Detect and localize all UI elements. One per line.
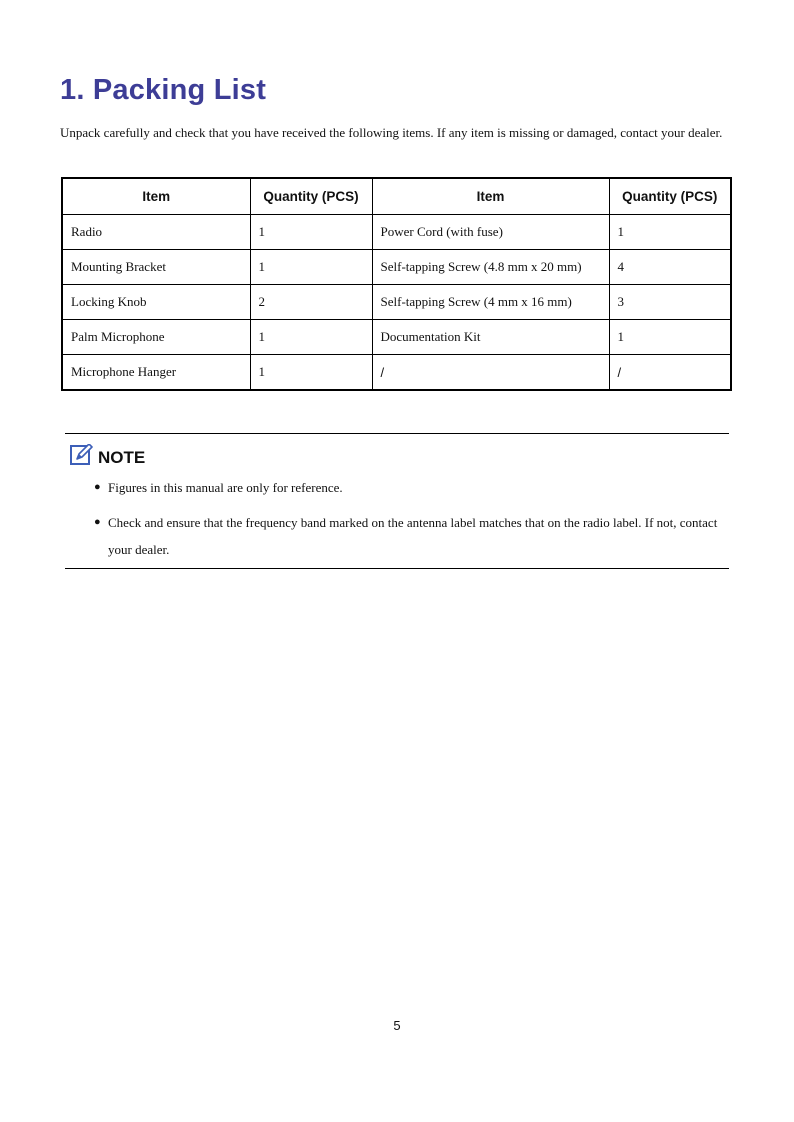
note-bullet-item	[94, 474, 734, 501]
quantity-cell: 1	[609, 320, 731, 355]
page-number: 5	[393, 1018, 401, 1033]
note-bullet-text: Figures in this manual are only for reference.	[108, 480, 343, 495]
table-row	[62, 355, 731, 391]
item-cell: Mounting Bracket	[62, 250, 250, 285]
note-pencil-icon	[70, 444, 94, 466]
intro-paragraph: Unpack carefully and check that you have received the following items. If any item is missing or damaged, contact your dealer.	[60, 125, 723, 140]
section-title: 1. Packing List	[60, 74, 267, 106]
header-item: Item	[62, 178, 250, 215]
note-top-divider	[65, 433, 729, 434]
note-bullet-text: Check and ensure that the frequency band marked on the antenna label matches that on the radio label. If not, contact your dealer.	[108, 515, 718, 557]
table-row	[62, 215, 731, 250]
note-bottom-divider	[65, 568, 729, 569]
note-label: NOTE	[98, 448, 146, 467]
quantity-cell: 1	[250, 215, 372, 250]
item-cell: Palm Microphone	[62, 320, 250, 355]
note-header	[70, 443, 145, 467]
quantity-cell: 1	[250, 320, 372, 355]
header-quantity: Quantity (PCS)	[250, 178, 372, 215]
item-cell: /	[372, 355, 609, 391]
item-cell: Self-tapping Screw (4.8 mm x 20 mm)	[372, 250, 609, 285]
quantity-cell: 1	[609, 215, 731, 250]
item-cell: Locking Knob	[62, 285, 250, 320]
table-row	[62, 285, 731, 320]
bullet-dot-icon: ●	[94, 481, 101, 493]
header-quantity: Quantity (PCS)	[609, 178, 731, 215]
quantity-cell: 1	[250, 355, 372, 391]
table-header-row	[62, 178, 731, 215]
quantity-cell: 1	[250, 250, 372, 285]
item-cell: Power Cord (with fuse)	[372, 215, 609, 250]
item-cell: Radio	[62, 215, 250, 250]
quantity-cell: /	[609, 355, 731, 391]
table-row	[62, 320, 731, 355]
packing-list-table	[61, 177, 732, 391]
bullet-dot-icon: ●	[94, 516, 101, 528]
item-cell: Documentation Kit	[372, 320, 609, 355]
note-bullet-item	[94, 509, 734, 563]
header-item: Item	[372, 178, 609, 215]
quantity-cell: 4	[609, 250, 731, 285]
item-cell: Microphone Hanger	[62, 355, 250, 391]
quantity-cell: 2	[250, 285, 372, 320]
table-row	[62, 250, 731, 285]
quantity-cell: 3	[609, 285, 731, 320]
item-cell: Self-tapping Screw (4 mm x 16 mm)	[372, 285, 609, 320]
